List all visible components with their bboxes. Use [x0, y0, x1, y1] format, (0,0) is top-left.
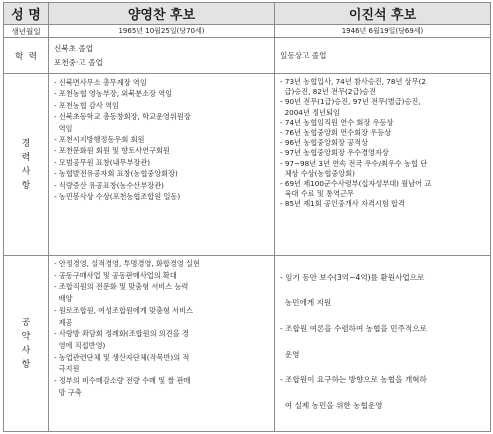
pledge-item: - 임기 동안 보수(3억~4억)를 환원사업으로 — [280, 272, 425, 282]
pledge-item: - 사랑방 좌담회 정례화(조합원의 의견을 경 — [54, 329, 189, 339]
career-item: 육대 수료 및 통역근무 — [280, 189, 354, 199]
education-candidate1-line: 신북초 졸업 — [54, 43, 94, 53]
career-label-char: 력 — [21, 152, 31, 163]
pledges-candidate1 — [49, 256, 275, 432]
career-candidate1 — [49, 74, 275, 256]
career-item: - 74년 농협임직원 연수 회장 우등상 — [280, 117, 394, 127]
pledges-candidate2 — [275, 256, 491, 432]
dob-label: 생년월일 — [4, 25, 49, 38]
dob-candidate1: 1965년 10월25일(당70세) — [49, 25, 275, 38]
education-candidate1-line: 포천중·고 졸업 — [54, 57, 103, 67]
education-candidate2 — [275, 38, 491, 74]
pledges-label-char: 항 — [21, 359, 31, 370]
pledges-label-char: 공 — [21, 317, 31, 328]
candidate2-header: 이진석 후보 — [275, 3, 491, 25]
education-label: 학 력 — [4, 38, 49, 74]
pledge-item: 농민에게 지원 — [280, 298, 332, 308]
pledge-item: - 조합직원의 전문화 및 맞춤형 서비스 능력 — [54, 282, 189, 292]
pledge-item: - 안정경영, 실적경영, 투명경영, 화합경영 실현 — [54, 259, 200, 268]
career-item: - 신북초등학교 총동창회장, 학교운영위원장 — [54, 112, 191, 122]
pledges-label — [4, 256, 49, 432]
dob-row — [4, 25, 491, 38]
career-item: - 96년 농협중앙회장 공적상 — [280, 138, 369, 148]
pledge-item: 제공 — [54, 317, 73, 327]
career-item: - 포천시지방행정동우회 회원 — [54, 135, 145, 145]
pledge-item: - 농업관련단체 및 생산자단체(작목반)의 적 — [54, 352, 190, 362]
education-candidate2-line: 일동상고 졸업 — [280, 50, 327, 60]
pledge-item: - 공동구매사업 및 공동판매사업의 확대 — [54, 270, 177, 280]
career-item: - 포천농협 감사 역임 — [54, 100, 119, 110]
pledge-item: - 원로조합원, 여성조합원에게 맞춤형 서비스 — [54, 305, 193, 315]
career-item: - 포천농협 영농부장, 외북분소장 역임 — [54, 89, 173, 99]
career-item: - 69년 제100군수사령부(십자성부대) 월남어 교 — [280, 179, 432, 189]
candidate1-header: 양영찬 후보 — [49, 3, 275, 25]
career-item: - 97~98년 3년 연속 전국 우수/최우수 농협 단 — [280, 158, 428, 168]
career-item: - 모범공무원 표창(내무부장관) — [54, 157, 151, 167]
pledge-item: - 정부의 비수매감소량 전량 수매 및 쌀 판매 — [54, 376, 191, 386]
career-label-char: 항 — [21, 180, 31, 191]
career-candidate2 — [275, 74, 491, 256]
pledge-item: 극지원 — [54, 364, 80, 374]
career-item: - 76년 농협중앙회 연수회장 우등상 — [280, 128, 392, 138]
candidate-comparison-container — [3, 2, 490, 432]
career-item: - 포천문화원 회원 및 향토사연구회원 — [54, 146, 170, 156]
header-row — [4, 3, 491, 25]
pledges-row — [4, 256, 491, 432]
career-item: - 85년 제1회 공인중개사 자격시험 합격 — [280, 199, 405, 209]
career-item: - 신북면사무소 총무계장 역임 — [54, 78, 147, 87]
pledge-item: 영에 직접반영) — [54, 340, 106, 350]
career-item: 급)승진, 82년 전무(2급)승진 — [280, 87, 377, 97]
career-item: - 농민봉사상 수상(포천농협조합원 일동) — [54, 192, 181, 202]
pledges-label-char: 사 — [21, 345, 31, 356]
career-row — [4, 74, 491, 256]
career-item: - 97년 농협중앙회장 우수경영자상 — [280, 148, 389, 158]
career-item: - 73년 농협입사, 74년 참사승진, 78년 상무(2 — [280, 77, 426, 86]
pledge-item: 망 구축 — [54, 387, 82, 397]
pledge-item: 운영 — [280, 349, 300, 359]
education-candidate1 — [49, 38, 275, 74]
career-item: 체상 수상(농협중앙회) — [280, 168, 355, 178]
pledge-item: 여 실제 농민을 위한 농협운영 — [280, 401, 383, 411]
career-item: 역임 — [54, 123, 73, 133]
dob-candidate2: 1946년 6월19일(당69세) — [275, 25, 491, 38]
name-label-header: 성 명 — [4, 3, 49, 25]
pledges-label-char: 약 — [21, 331, 31, 342]
career-label-char: 경 — [21, 138, 31, 149]
education-row — [4, 38, 491, 74]
pledge-item: 배양 — [54, 294, 73, 304]
career-label-char: 사 — [21, 166, 31, 177]
career-item: 2004년 정년퇴임 — [280, 107, 340, 117]
pledge-item: - 조합원이 요구하는 방향으로 농협을 개혁하 — [280, 375, 427, 385]
pledge-item: - 조합원 여론을 수렴하여 농협을 민주적으로 — [280, 324, 427, 334]
career-item: - 90년 전무(1급)승진, 97년 전무(별급)승진, — [280, 97, 421, 107]
career-item: - 농협발전유공자회 표창(농협중앙회장) — [54, 169, 178, 179]
career-item: - 식량증산 유공표창(농수산부장관) — [54, 180, 164, 190]
candidate-comparison-table — [3, 2, 491, 432]
career-label — [4, 74, 49, 256]
